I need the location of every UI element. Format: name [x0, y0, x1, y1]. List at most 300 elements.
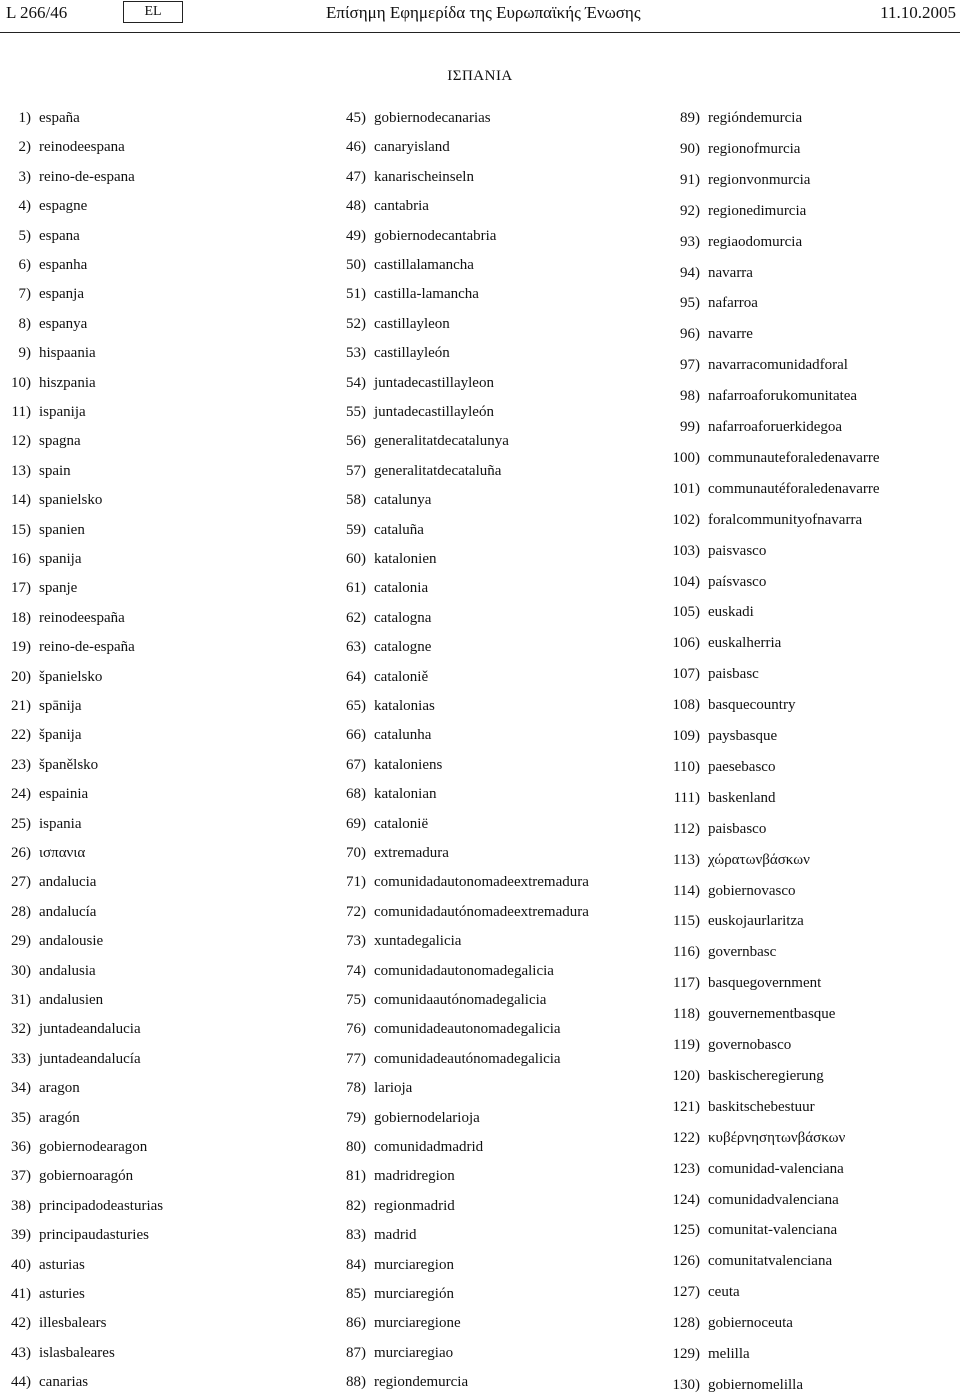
- item-number: 33): [11, 1050, 31, 1067]
- item-term: kataloniens: [374, 756, 443, 773]
- item-term: madrid: [374, 1227, 417, 1244]
- list-item: [336, 1255, 454, 1275]
- item-term: ceuta: [708, 1284, 740, 1301]
- header-divider: [0, 32, 960, 33]
- item-number: 19): [11, 639, 31, 656]
- item-number: 98): [680, 388, 700, 405]
- item-term: larioja: [374, 1080, 413, 1097]
- item-term: navarre: [708, 326, 753, 343]
- item-number: 112): [673, 820, 700, 837]
- list-item: [660, 942, 776, 962]
- list-item: [336, 226, 496, 246]
- item-term: xuntadegalicia: [374, 933, 462, 950]
- list-item: [660, 108, 802, 128]
- item-number: 102): [672, 511, 700, 528]
- item-number: 14): [11, 492, 31, 509]
- list-item: [336, 637, 431, 657]
- item-term: reinodeespana: [39, 139, 125, 156]
- list-item: [0, 961, 96, 981]
- list-item: [336, 1313, 461, 1333]
- item-number: 128): [672, 1315, 700, 1332]
- item-number: 58): [346, 492, 366, 509]
- item-term: comunidadmadrid: [374, 1139, 484, 1155]
- item-number: 41): [11, 1286, 31, 1302]
- item-term: asturias: [39, 1256, 85, 1273]
- item-number: 79): [346, 1109, 366, 1126]
- item-term: paisvasco: [708, 542, 767, 559]
- item-term: španělsko: [39, 756, 99, 773]
- item-term: andalousie: [39, 933, 104, 950]
- list-item: [0, 226, 80, 246]
- item-number: 86): [346, 1315, 366, 1332]
- list-item: [0, 1225, 149, 1245]
- item-term: communauteforaledenavarre: [708, 449, 880, 466]
- list-item: [336, 373, 494, 393]
- item-number: 40): [11, 1256, 31, 1273]
- item-term: gobiernodelarioja: [374, 1109, 480, 1126]
- item-number: 121): [672, 1098, 700, 1115]
- item-number: 67): [346, 756, 366, 773]
- list-item: [660, 139, 800, 159]
- item-term: reino-de-españa: [39, 639, 135, 656]
- list-item: [0, 1313, 106, 1333]
- item-number: 20): [11, 668, 31, 685]
- item-term: generalitatdecatalunya: [374, 433, 509, 450]
- list-item: [0, 902, 96, 922]
- item-number: 101): [672, 480, 700, 497]
- list-item: [336, 784, 436, 804]
- item-number: 9): [18, 345, 31, 362]
- list-item: [660, 479, 880, 499]
- item-term: hiszpania: [39, 374, 96, 391]
- item-number: 125): [672, 1222, 700, 1239]
- item-number: 117): [673, 975, 700, 992]
- item-number: 13): [11, 462, 31, 479]
- list-item: [336, 1225, 417, 1245]
- item-term: murciaregione: [374, 1315, 461, 1332]
- list-item: [0, 1166, 133, 1186]
- item-term: kanarischeinseln: [374, 168, 474, 185]
- list-item: [660, 881, 795, 901]
- item-number: 51): [346, 286, 366, 303]
- item-term: regiaodomurcia: [708, 233, 803, 250]
- item-number: 27): [11, 874, 31, 891]
- item-number: 108): [672, 697, 700, 714]
- item-term: castillalamancha: [374, 257, 474, 273]
- list-item: [336, 461, 501, 481]
- list-item: [660, 201, 806, 221]
- item-number: 15): [11, 521, 31, 538]
- list-item: [0, 137, 125, 157]
- item-term: melilla: [708, 1346, 750, 1362]
- item-term: andalucia: [39, 874, 97, 891]
- item-number: 129): [672, 1346, 700, 1362]
- list-item: [336, 1166, 455, 1186]
- list-item: [660, 1313, 793, 1333]
- list-item: [0, 578, 77, 598]
- item-number: 94): [680, 264, 700, 281]
- item-term: espainia: [39, 786, 89, 803]
- list-item: [660, 448, 880, 468]
- item-number: 57): [346, 462, 366, 479]
- list-item: [336, 196, 429, 216]
- item-term: comunitat-valenciana: [708, 1222, 838, 1239]
- item-term: euskadi: [708, 604, 754, 621]
- list-item: [0, 990, 103, 1010]
- list-item: [0, 402, 86, 422]
- item-number: 78): [346, 1080, 366, 1097]
- item-term: foralcommunityofnavarra: [708, 511, 863, 528]
- item-number: 5): [18, 227, 31, 244]
- item-number: 70): [346, 845, 366, 861]
- list-item: [0, 1137, 147, 1157]
- item-term: hispaania: [39, 345, 96, 362]
- list-item: [0, 814, 82, 834]
- item-term: regiondemurcia: [374, 1374, 469, 1391]
- item-term: comunidadautonomadegalicia: [374, 962, 554, 979]
- item-term: nafarroaforukomunitatea: [708, 388, 858, 405]
- item-term: baskenland: [708, 789, 776, 806]
- item-number: 113): [673, 851, 700, 868]
- item-term: paisbasco: [708, 820, 767, 837]
- item-number: 107): [672, 666, 700, 683]
- list-item: [660, 1128, 845, 1148]
- item-number: 46): [346, 139, 366, 156]
- item-term: regionofmurcia: [708, 140, 801, 157]
- list-item: [660, 695, 795, 715]
- item-term: espanya: [39, 315, 88, 332]
- list-item: [660, 1097, 815, 1117]
- item-number: 87): [346, 1344, 366, 1361]
- item-term: canaryisland: [374, 139, 450, 156]
- list-item: [336, 696, 435, 716]
- item-term: governobasco: [708, 1037, 792, 1053]
- item-number: 116): [673, 944, 700, 961]
- item-term: comunitatvalenciana: [708, 1253, 833, 1270]
- list-item: [0, 667, 102, 687]
- list-item: [336, 843, 449, 863]
- item-term: gobiernoceuta: [708, 1315, 793, 1332]
- list-item: [336, 902, 589, 922]
- item-term: euskalherria: [708, 635, 782, 652]
- list-item: [660, 788, 775, 808]
- item-term: aragon: [39, 1080, 80, 1097]
- list-item: [336, 520, 424, 540]
- list-item: [336, 1108, 480, 1128]
- item-number: 96): [680, 326, 700, 343]
- list-item: [0, 461, 71, 481]
- list-item: [0, 1255, 85, 1275]
- item-number: 29): [11, 933, 31, 950]
- item-term: katalonian: [374, 786, 437, 803]
- list-item: [660, 232, 802, 252]
- item-number: 11): [11, 404, 31, 420]
- item-term: principadodeasturias: [39, 1197, 164, 1214]
- item-number: 105): [672, 604, 700, 621]
- item-term: gobiernodearagon: [39, 1139, 148, 1155]
- item-term: paesebasco: [708, 758, 776, 775]
- list-item: [336, 490, 431, 510]
- item-number: 31): [11, 992, 31, 1008]
- list-item: [660, 510, 862, 530]
- item-number: 24): [11, 786, 31, 803]
- item-term: murciaregiao: [374, 1344, 454, 1361]
- item-term: juntadecastillayleon: [374, 374, 494, 391]
- item-number: 76): [346, 1021, 366, 1038]
- list-item: [660, 1159, 844, 1179]
- item-term: comunidadautónomadeextremadura: [374, 903, 589, 920]
- item-term: generalitatdecataluña: [374, 462, 502, 479]
- item-number: 85): [346, 1286, 366, 1302]
- item-term: cantabria: [374, 198, 429, 215]
- list-item: [336, 931, 461, 951]
- list-item: [0, 549, 82, 569]
- item-number: 28): [11, 903, 31, 920]
- item-term: gouvernementbasque: [708, 1006, 836, 1023]
- list-item: [0, 108, 80, 128]
- item-number: 82): [346, 1197, 366, 1214]
- item-number: 123): [672, 1160, 700, 1177]
- list-item: [0, 1078, 80, 1098]
- list-item: [660, 850, 810, 870]
- list-item: [336, 1078, 412, 1098]
- list-item: [660, 170, 810, 190]
- item-number: 64): [346, 668, 366, 685]
- item-number: 8): [18, 315, 31, 332]
- item-term: gobiernodecantabria: [374, 227, 497, 244]
- item-number: 43): [11, 1344, 31, 1361]
- item-term: andalucía: [39, 903, 97, 920]
- list-item: [336, 108, 491, 128]
- item-term: španija: [39, 727, 82, 744]
- item-term: reinodeespaña: [39, 609, 125, 626]
- list-item: [660, 386, 857, 406]
- list-item: [660, 602, 754, 622]
- item-number: 49): [346, 227, 366, 244]
- item-number: 35): [11, 1109, 31, 1126]
- item-term: nafarroaforuerkidegoa: [708, 419, 843, 435]
- item-term: spanien: [39, 521, 85, 538]
- list-item: [336, 755, 442, 775]
- item-number: 90): [680, 140, 700, 157]
- item-number: 106): [672, 635, 700, 652]
- publication-date: 11.10.2005: [880, 3, 956, 22]
- list-item: [0, 520, 85, 540]
- list-item: [660, 973, 821, 993]
- item-number: 1): [18, 110, 31, 126]
- list-item: [0, 1343, 115, 1363]
- list-item: [336, 1343, 453, 1363]
- list-item: [336, 1049, 561, 1069]
- item-number: 74): [346, 962, 366, 979]
- item-term: catalunha: [374, 727, 432, 744]
- list-item: [0, 608, 125, 628]
- list-item: [660, 417, 842, 437]
- list-item: [336, 343, 450, 363]
- item-term: murciaregión: [374, 1286, 454, 1302]
- item-term: basquegovernment: [708, 975, 822, 992]
- item-term: comunidadeautonomadegalicia: [374, 1021, 561, 1038]
- item-number: 103): [672, 542, 700, 559]
- list-item: [660, 1375, 803, 1395]
- item-number: 44): [11, 1374, 31, 1391]
- list-item: [336, 549, 436, 569]
- item-number: 84): [346, 1256, 366, 1273]
- item-term: communautéforaledenavarre: [708, 480, 880, 497]
- item-term: spanielsko: [39, 492, 103, 509]
- language-badge: EL: [123, 1, 183, 23]
- item-term: cataloniё: [374, 815, 429, 832]
- item-number: 114): [673, 882, 700, 899]
- item-term: katalonias: [374, 698, 435, 714]
- item-number: 22): [11, 727, 31, 744]
- list-item: [0, 490, 102, 510]
- item-term: juntadecastillayleón: [374, 404, 494, 420]
- list-item: [336, 814, 428, 834]
- list-item: [0, 343, 96, 363]
- list-item: [336, 1372, 468, 1392]
- item-number: 3): [18, 168, 31, 185]
- item-number: 62): [346, 609, 366, 626]
- list-item: [0, 637, 135, 657]
- item-number: 69): [346, 815, 366, 832]
- item-term: espanha: [39, 257, 88, 273]
- item-term: andalusien: [39, 992, 104, 1008]
- item-term: castilla-lamancha: [374, 286, 479, 303]
- list-item: [336, 990, 546, 1010]
- item-number: 55): [346, 404, 366, 420]
- item-number: 7): [18, 286, 31, 303]
- list-item: [336, 402, 494, 422]
- item-number: 83): [346, 1227, 366, 1244]
- item-term: gobiernoaragón: [39, 1168, 134, 1185]
- item-number: 110): [673, 758, 700, 775]
- list-item: [336, 578, 428, 598]
- list-item: [0, 284, 84, 304]
- item-term: espagne: [39, 198, 88, 215]
- item-number: 4): [18, 198, 31, 215]
- list-item: [660, 355, 848, 375]
- item-number: 18): [11, 609, 31, 626]
- item-number: 100): [672, 449, 700, 466]
- item-term: regionmadrid: [374, 1197, 455, 1214]
- item-term: spanija: [39, 551, 82, 567]
- item-term: governbasc: [708, 944, 777, 961]
- item-number: 39): [11, 1227, 31, 1244]
- list-item: [0, 1019, 141, 1039]
- item-number: 130): [672, 1376, 700, 1393]
- item-number: 32): [11, 1021, 31, 1038]
- item-number: 95): [680, 295, 700, 312]
- item-term: murciaregion: [374, 1256, 454, 1273]
- item-term: castillayleon: [374, 315, 450, 332]
- list-item: [336, 314, 450, 334]
- item-term: principaudasturies: [39, 1227, 149, 1244]
- section-title: ΙΣΠΑΝΙΑ: [447, 68, 513, 84]
- item-term: paysbasque: [708, 728, 778, 744]
- item-term: catalonia: [374, 580, 429, 597]
- item-number: 6): [18, 257, 31, 273]
- item-term: españa: [39, 110, 80, 126]
- journal-title: Επίσημη Εφημερίδα της Ευρωπαϊκής Ένωσης: [326, 3, 641, 22]
- item-term: baskitschebestuur: [708, 1098, 815, 1115]
- item-term: andalusia: [39, 962, 96, 979]
- list-item: [660, 324, 753, 344]
- item-term: illesbalears: [39, 1315, 107, 1332]
- list-item: [336, 167, 474, 187]
- item-term: asturies: [39, 1286, 85, 1302]
- list-item: [660, 1282, 740, 1302]
- item-term: ispanija: [39, 404, 86, 420]
- list-item: [660, 572, 766, 592]
- list-item: [660, 1344, 750, 1364]
- item-term: juntadeandalucia: [39, 1021, 141, 1038]
- item-number: 109): [672, 728, 700, 744]
- item-term: espanja: [39, 286, 84, 303]
- list-item: [660, 1004, 835, 1024]
- list-item: [336, 431, 509, 451]
- item-number: 42): [11, 1315, 31, 1332]
- item-number: 48): [346, 198, 366, 215]
- item-number: 10): [11, 374, 31, 391]
- list-item: [336, 608, 431, 628]
- list-item: [660, 726, 777, 746]
- item-number: 21): [11, 698, 31, 714]
- list-item: [336, 255, 474, 275]
- item-number: 36): [11, 1139, 31, 1155]
- item-term: islasbaleares: [39, 1344, 115, 1361]
- item-number: 12): [11, 433, 31, 450]
- item-number: 115): [673, 913, 700, 930]
- list-item: [336, 137, 450, 157]
- item-number: 34): [11, 1080, 31, 1097]
- list-item: [0, 872, 96, 892]
- item-number: 47): [346, 168, 366, 185]
- item-number: 30): [11, 962, 31, 979]
- item-number: 93): [680, 233, 700, 250]
- item-number: 66): [346, 727, 366, 744]
- list-item: [336, 961, 554, 981]
- item-term: comunidadeautónomadegalicia: [374, 1050, 561, 1067]
- item-term: comunidadautonomadeextremadura: [374, 874, 589, 891]
- item-term: espana: [39, 227, 80, 244]
- list-item: [336, 1019, 561, 1039]
- list-item: [0, 1196, 163, 1216]
- item-term: cataloniě: [374, 668, 429, 685]
- item-number: 60): [346, 551, 366, 567]
- list-item: [0, 196, 87, 216]
- list-item: [0, 725, 82, 745]
- item-number: 65): [346, 698, 366, 714]
- item-term: gobiernomelilla: [708, 1376, 803, 1393]
- item-number: 2): [18, 139, 31, 156]
- item-term: castillayleón: [374, 345, 450, 362]
- list-item: [0, 784, 88, 804]
- item-number: 127): [672, 1284, 700, 1301]
- item-number: 119): [673, 1037, 700, 1053]
- item-number: 25): [11, 815, 31, 832]
- item-number: 56): [346, 433, 366, 450]
- item-term: basquecountry: [708, 697, 796, 714]
- item-number: 97): [680, 357, 700, 374]
- item-number: 26): [11, 845, 31, 861]
- item-term: paisbasc: [708, 666, 759, 683]
- list-item: [0, 167, 135, 187]
- item-number: 54): [346, 374, 366, 391]
- item-number: 38): [11, 1197, 31, 1214]
- item-number: 111): [673, 789, 700, 806]
- item-number: 52): [346, 315, 366, 332]
